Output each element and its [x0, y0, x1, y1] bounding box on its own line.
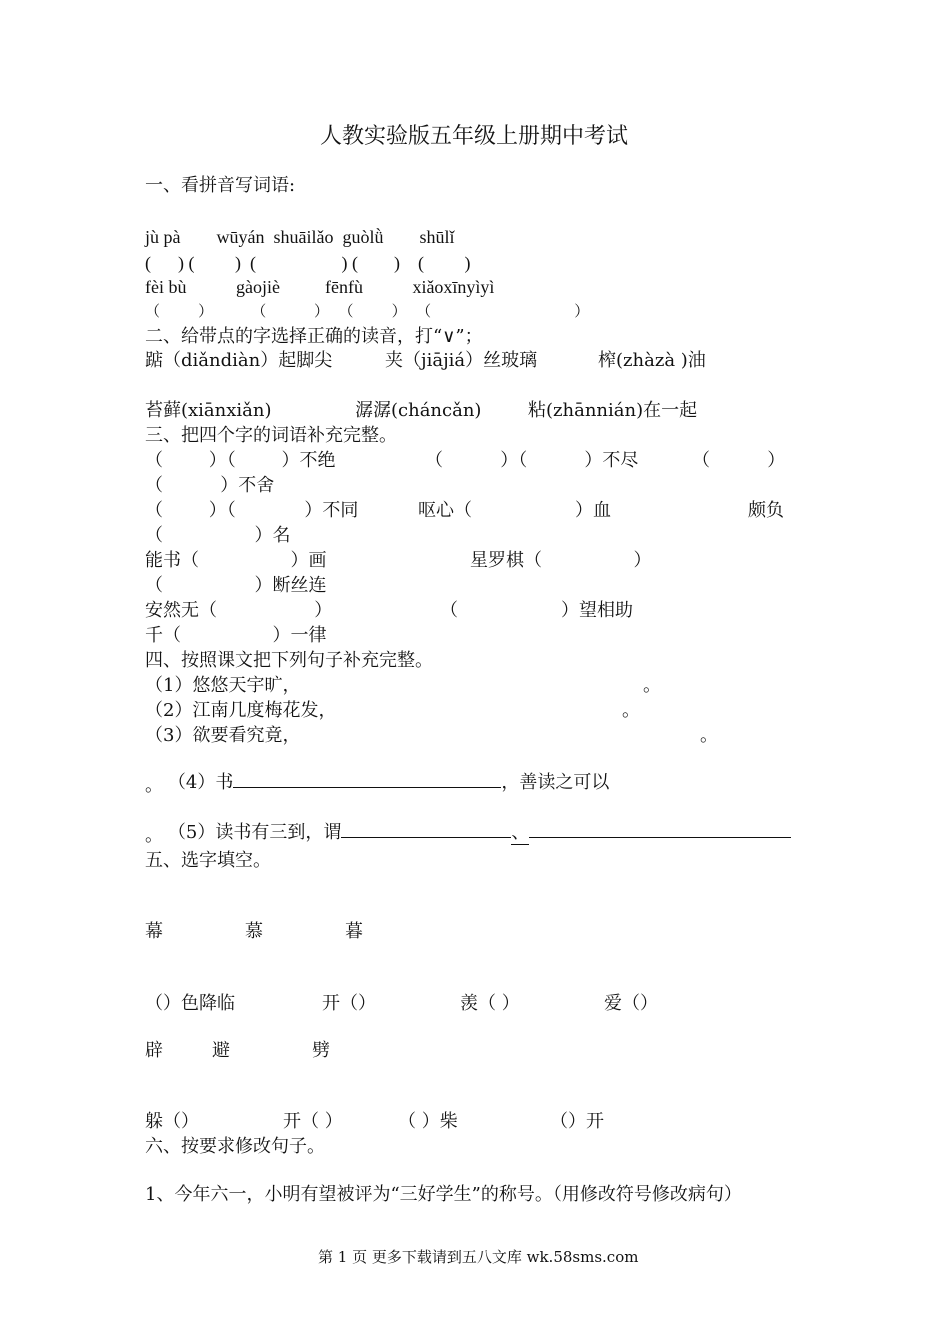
reading-choice-4: 苔藓(xiānxiǎn) [145, 400, 272, 421]
idiom-blank-6-cont: （ ）名 [145, 525, 291, 546]
choice-char-4: 辟 [145, 1040, 163, 1061]
idiom-blank-1: （ ）（ ）不绝 [145, 450, 336, 471]
choice-blank-5: 躲（） [145, 1111, 199, 1132]
fill-in-line [233, 773, 501, 788]
reading-choice-6: 粘(zhānnián)在一起 [528, 400, 698, 421]
idiom-blank-3: （ ） [692, 450, 786, 471]
poem-line-4-prefix: （4）书 [167, 772, 234, 793]
pinyin-row-2: fèi bù gàojiè fēnfù xiǎoxīnyìyì [145, 277, 495, 297]
poem-line-4-end: 。 [145, 775, 163, 796]
idiom-blank-2: （ ）（ ）不尽 [425, 450, 639, 471]
reading-choice-3: 榨(zhàzà )油 [598, 350, 706, 371]
section-2-heading: 二、给带点的字选择正确的读音，打“∨”； [145, 326, 483, 347]
choice-char-2: 慕 [245, 921, 263, 942]
page-footer: 第 1 页 更多下载请到五八文库 wk.58sms.com [318, 1248, 639, 1266]
reading-choice-5: 潺潺(cháncǎn) [355, 400, 482, 421]
choice-char-6: 劈 [312, 1040, 330, 1061]
poem-line-5-separator: 、 [511, 822, 530, 843]
idiom-blank-6: 颇负 [748, 500, 784, 521]
choice-char-3: 暮 [345, 921, 363, 942]
choice-char-1: 幕 [145, 921, 163, 942]
idiom-blank-11: （ ）望相助 [440, 600, 633, 621]
reading-choice-1: 踮（diǎndiàn）起脚尖 [145, 350, 333, 371]
poem-line-1: （1）悠悠天宇旷， [145, 675, 301, 696]
idiom-blank-5: 呕心（ ）血 [418, 500, 611, 521]
section-4-heading: 四、按照课文把下列句子补充完整。 [145, 650, 433, 671]
choice-blank-1: （）色降临 [145, 993, 235, 1014]
poem-line-5-prefix: （5）读书有三到，谓 [167, 822, 342, 843]
idiom-blank-4: （ ）（ ）不同 [145, 500, 359, 521]
idiom-blank-7: 能书（ ）画 [145, 550, 327, 571]
idiom-blank-8: 星罗棋（ ） [470, 550, 652, 571]
reading-choice-2: 夹（jiājiá）丝玻璃 [385, 350, 538, 371]
section-6-heading: 六、按要求修改句子。 [145, 1136, 325, 1157]
poem-line-5-end: 。 [145, 825, 163, 846]
choice-blank-6: 开（ ） [283, 1111, 343, 1132]
section-1-heading: 一、看拼音写词语: [145, 175, 296, 196]
section-5-heading: 五、选字填空。 [145, 850, 271, 871]
poem-line-1-end: 。 [643, 675, 661, 696]
idiom-blank-3-cont: （ ）不舍 [145, 475, 275, 496]
sentence-revision-1: 1、今年六一，小明有望被评为“三好学生”的称号。（用修改符号修改病句） [145, 1184, 742, 1205]
section-3-heading: 三、把四个字的词语补充完整。 [145, 425, 397, 446]
idiom-blank-10: 安然无（ ） [145, 600, 333, 621]
answer-blanks-row-2: （ ） （ ） （ ） （ ） [145, 302, 590, 320]
answer-blanks-row-1: ( ) ( ) ( ) ( ) ( ) [145, 253, 471, 273]
idiom-blank-12: 千（ ）一律 [145, 625, 327, 646]
idiom-blank-9: （ ）断丝连 [145, 575, 327, 596]
fill-in-line [529, 823, 791, 838]
poem-line-3-end: 。 [700, 725, 718, 746]
poem-line-3: （3）欲要看究竟， [145, 725, 301, 746]
choice-blank-3: 羡（ ） [460, 993, 520, 1014]
fill-in-line [341, 823, 511, 838]
choice-char-5: 避 [212, 1040, 230, 1061]
document-title: 人教实验版五年级上册期中考试 [320, 124, 629, 149]
choice-blank-8: （）开 [550, 1111, 604, 1132]
poem-line-4-suffix: ，善读之可以 [501, 772, 610, 793]
poem-line-2-end: 。 [622, 700, 640, 721]
choice-blank-7: （ ）柴 [398, 1111, 458, 1132]
choice-blank-4: 爱（） [604, 993, 658, 1014]
pinyin-row-1: jù pà wūyán shuāilǎo guòlǜ shūlǐ [145, 227, 455, 247]
poem-line-2: （2）江南几度梅花发， [145, 700, 337, 721]
choice-blank-2: 开（） [322, 993, 376, 1014]
